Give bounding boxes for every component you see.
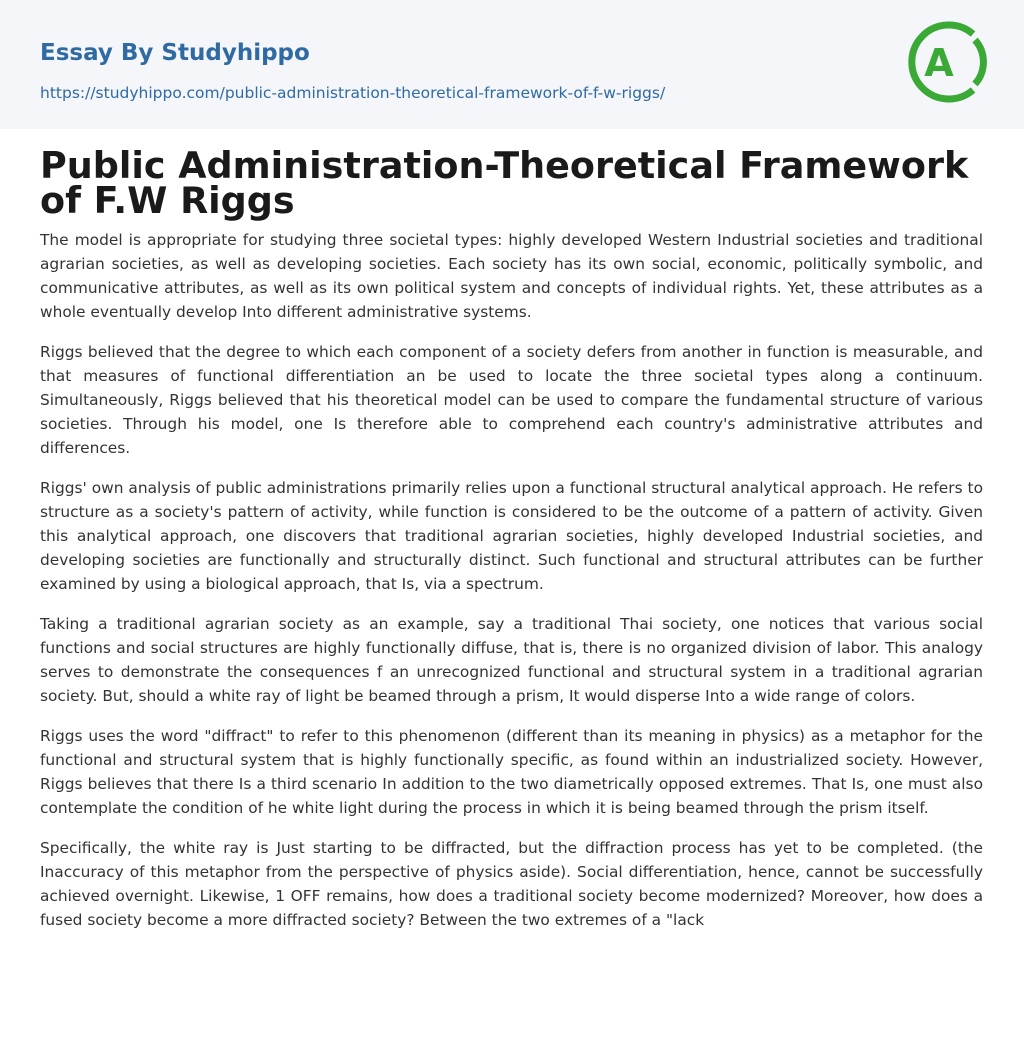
- article-paragraph: Riggs believed that the degree to which each component of a society defers from another in function is measurable, and that measures of functional differentiation an be used to locate the three societal types along a continuum. Simultaneously, Riggs believed that his theoretical model can be used to compare the fundamental structure of various societies. Through his model, one Is therefore able to comprehend each country's administrative attributes and differences.: [40, 343, 983, 457]
- site-header: [0, 0, 1024, 129]
- article-paragraph: Specifically, the white ray is Just starting to be diffracted, but the diffraction process has yet to be completed. (the Inaccuracy of this metaphor from the perspective of physics aside). Social differentiation, hence, cannot be successfully achieved overnight. Likewise, 1 OFF remains, how does a traditional society become modernized? Moreover, how does a fused society become a more diffracted society? Between the two extremes of a "lack: [40, 839, 983, 929]
- page-title: Public Administration-Theoretical Framework of F.W Riggs: [40, 144, 969, 222]
- article-paragraph: Riggs' own analysis of public administrations primarily relies upon a functional structural analytical approach. He refers to structure as a society's pattern of activity, while function is considered to be the outcome of a pattern of activity. Given this analytical approach, one discovers that traditional agrarian societies, highly developed Industrial societies, and developing societies are functionally and structurally distinct. Such functional and structural attributes can be further examined by using a biological approach, that Is, via a spectrum.: [40, 479, 983, 593]
- article-paragraph: Taking a traditional agrarian society as an example, say a traditional Thai society, one notices that various social functions and social structures are highly functionally diffuse, that is, there is no organized division of labor. This analogy serves to demonstrate the consequences f an unrecognized functional and structural system in a traditional agrarian society. But, should a white ray of light be beamed through a prism, It would disperse Into a wide range of colors.: [40, 615, 983, 705]
- essay-url-link[interactable]: https://studyhippo.com/public-administration-theoretical-framework-of-f-w-riggs/: [40, 84, 666, 102]
- site-title[interactable]: Essay By Studyhippo: [40, 40, 310, 66]
- studyhippo-logo-icon[interactable]: [903, 18, 987, 106]
- article-paragraph: Riggs uses the word "diffract" to refer to this phenomenon (different than its meaning in physics) as a metaphor for the functional and structural system that is highly functionally specific, as found within an industrialized society. However, Riggs believes that there Is a third scenario In addition to the two diametrically opposed extremes. That Is, one must also contemplate the condition of he white light during the process in which it is being beamed through the prism itself.: [40, 727, 983, 817]
- logo-letter: A: [924, 41, 954, 85]
- article-paragraph: The model is appropriate for studying three societal types: highly developed Western Industrial societies and traditional agrarian societies, as well as developing societies. Each society has its own social, economic, politically symbolic, and communicative attributes, as well as its own political system and concepts of individual rights. Yet, these attributes as a whole eventually develop Into different administrative systems.: [40, 231, 983, 321]
- article: [40, 144, 983, 948]
